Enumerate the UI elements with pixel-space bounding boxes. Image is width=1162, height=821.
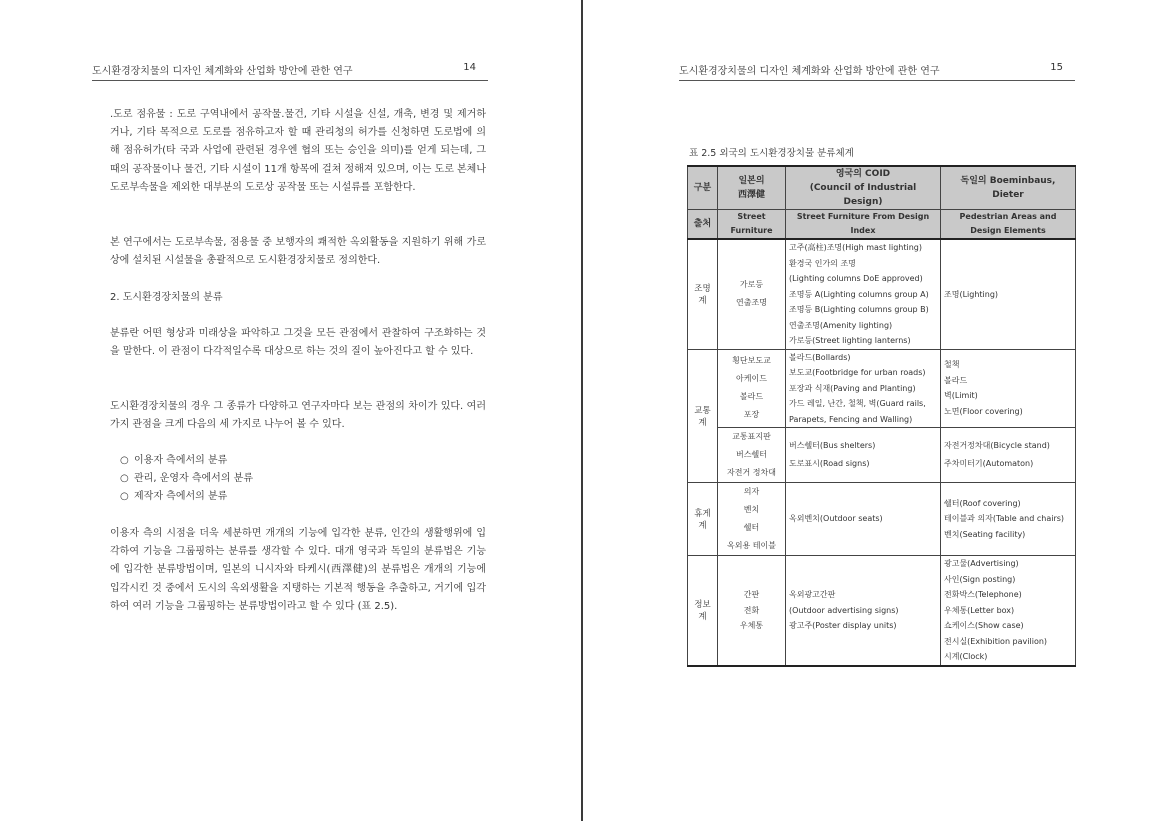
header-cell (786, 210, 941, 240)
cell-line: 교통표지판 (732, 432, 771, 441)
cell-lines (789, 350, 937, 428)
cell-lines (721, 276, 782, 312)
cell-line: 연출조명 (736, 298, 767, 308)
header-cell (941, 210, 1076, 240)
circle-bullet-icon: ○ (120, 473, 129, 485)
header-cell-text (944, 174, 1072, 202)
page-number: 15 (1050, 62, 1063, 73)
jp-cell (718, 239, 786, 349)
source-row (688, 210, 1076, 240)
cell-line: 횡단보도교 (732, 356, 771, 366)
cell-line: 광고물(Advertising) (944, 559, 1019, 568)
cell-lines (789, 240, 937, 349)
cell-line: 고주(高柱)조명(High mast lighting) (789, 243, 922, 252)
header-cell (688, 166, 718, 210)
paragraph-viewpoints (110, 398, 486, 434)
table-row-rest (688, 483, 1076, 556)
cell-line: 조명(Lighting) (944, 289, 999, 299)
cell-lines (721, 352, 782, 424)
uk-cell (786, 483, 941, 556)
list-item-text: 이용자 측에서의 분류 (134, 455, 228, 466)
header-cell (688, 210, 718, 240)
cell-line: 도로표시(Road signs) (789, 459, 870, 468)
cell-line: 보도교(Footbridge for urban roads) (789, 368, 926, 377)
category-cell: 정보계 (688, 556, 718, 666)
header-cell-text: 구분 (693, 183, 712, 193)
cell-line: 벤치(Seating facility) (944, 529, 1026, 539)
classification-table (687, 165, 1076, 667)
header-cell (718, 166, 786, 210)
cell-line: 간판 (743, 590, 760, 599)
cell-lines (944, 556, 1072, 665)
de-cell (941, 556, 1076, 666)
text-line: 西澤健 (737, 190, 765, 200)
cell-lines (721, 428, 782, 482)
list-item-text: 관리, 운영자 측에서의 분류 (134, 473, 253, 485)
jp-cell (718, 483, 786, 556)
uk-cell (786, 428, 941, 483)
paragraph-text: 분류란 어떤 형상과 미래상을 파악하고 그것을 모든 관점에서 관찰하여 구조화하는 것을 말한다. 이 관점이 다각적일수록 대상으로 하는 것의 질이 높아진다고 할 수 있다. (110, 328, 486, 358)
heading-text: 2. 도시환경장치물의 분류 (110, 292, 223, 303)
cell-line: 시계(Clock) (944, 652, 988, 661)
cell-line: 전화박스(Telephone) (944, 590, 1022, 599)
text-line: 영국의 COID (835, 169, 891, 179)
list-item (120, 452, 253, 470)
list-item (120, 488, 253, 506)
jp-cell (718, 349, 786, 428)
cell-line: 볼라드 (739, 392, 764, 402)
cell-line: 조명등 B(Lighting columns group B) (789, 305, 929, 314)
cell-line: 가드 레일, 난간, 철책, 벽(Guard rails, (789, 399, 926, 408)
header-cell-text (721, 174, 782, 202)
table-row-lighting (688, 239, 1076, 349)
cell-line: (Outdoor advertising signs) (789, 605, 899, 615)
cell-line: 철책 (944, 360, 960, 370)
header-cell-text (944, 210, 1072, 238)
uk-cell (786, 239, 941, 349)
header-cell-text (789, 210, 937, 238)
de-cell (941, 239, 1076, 349)
cell-line: Parapets, Fencing and Walling) (789, 414, 913, 424)
table-row-information (688, 556, 1076, 666)
cell-lines (789, 511, 937, 527)
header-cell (786, 166, 941, 210)
cell-line: 버스쉘터 (736, 450, 767, 459)
cell-line: 사인(Sign posting) (944, 574, 1016, 584)
cell-line: 아케이드 (736, 374, 767, 384)
cell-line: 의자 (743, 487, 760, 496)
text-line: Design Elements (970, 226, 1046, 235)
text-line: Street Furniture From Design Index (796, 212, 930, 235)
cell-line: 쉘터 (743, 523, 760, 532)
cell-line: 볼라드(Bollards) (789, 352, 851, 362)
cell-line: 연출조명(Amenity lighting) (789, 320, 893, 330)
cell-lines (944, 437, 1072, 473)
uk-cell (786, 556, 941, 666)
cell-line: 전시실(Exhibition pavilion) (944, 636, 1048, 646)
cell-lines (944, 357, 1072, 419)
de-cell (941, 349, 1076, 428)
right-page (583, 0, 1162, 821)
cell-line: 벤치 (743, 505, 760, 514)
cell-line: 쇼케이스(Show case) (944, 621, 1024, 630)
header-cell-text (789, 167, 937, 209)
cell-line: 환경국 인가의 조명 (789, 258, 856, 268)
paragraph-user-viewpoint (110, 525, 486, 616)
list-item-text: 제작자 측에서의 분류 (134, 491, 228, 503)
cell-line: 조명등 A(Lighting columns group A) (789, 289, 929, 299)
cell-lines (789, 587, 937, 634)
header-title: 도시환경장치물의 디자인 체계화와 산업화 방안에 관한 연구 (92, 66, 353, 77)
text-line: 독일의 Boeminbaus, (960, 176, 1056, 186)
header-title: 도시환경장치물의 디자인 체계화와 산업화 방안에 관한 연구 (679, 66, 940, 77)
text-line: Street (737, 212, 766, 221)
viewpoint-list (120, 452, 253, 507)
text-line: Furniture (730, 226, 773, 235)
table-caption: 표 2.5 외국의 도시환경장치물 분류체계 (689, 148, 854, 159)
cell-line: 포장 (743, 410, 760, 420)
list-item (120, 470, 253, 488)
cell-line: 우체통 (739, 621, 764, 630)
cell-line: 쉘터(Roof covering) (944, 498, 1021, 508)
paragraph-text: .도로 점유물 : 도로 구역내에서 공작물.물건, 기타 시설을 신설, 개축, 변경 및 제거하거나, 기타 목적으로 도로를 점유하고자 할 때 관리청의 허가를 신청하면 도로법에 의해 점유허가(타 국과 사업에 관련된 경우엔 협의 또는 승인을 의미)를 얻게 되는데, 그 때의 공작물이나 물건, 기타 시설이 11개 항목에 걸쳐 정해져 있으며, 이는 도로 본체나 도로부속물을 제외한 대부분의 도로상 공작물 또는 시설류를 포함한다. (110, 109, 487, 193)
category-cell: 교통계 (688, 349, 718, 483)
section-heading (110, 289, 486, 307)
running-header (679, 62, 1075, 81)
text-line: Dieter (992, 190, 1024, 200)
text-line: Pedestrian Areas and (959, 212, 1057, 221)
cell-line: 버스쉘터(Bus shelters) (789, 441, 876, 450)
header-cell-text (721, 210, 782, 238)
paragraph-text: 이용자 측의 시점을 더욱 세분하면 개개의 기능에 입각한 분류, 인간의 생활행위에 입각하여 기능을 그룹핑하는 분류를 생각할 수 있다. 대개 영국과 독일의 분류법은 기능에 입각한 분류방법이며, 일본의 니시자와 타케시(西澤健)의 분류법은 개개의 기능에 입각시킨 것 중에서 도시의 옥외생활을 지탱하는 기본적 행동을 추출하고, 거기에 입각하여 여러 기능을 그룹핑하는 분류방법이라고 할 수 있다 (표 2.5). (110, 528, 486, 612)
jp-cell (718, 428, 786, 483)
paragraph-text: 도시환경장치물의 경우 그 종류가 다양하고 연구자마다 보는 관점의 차이가 있다. 여러 가지 관점을 크게 다음의 세 가지로 나누어 볼 수 있다. (110, 401, 486, 431)
text-line: (Council of Industrial Design) (809, 183, 917, 207)
cell-lines (944, 496, 1072, 543)
cell-line: 자전거 정차대 (727, 468, 776, 477)
cell-lines (721, 483, 782, 555)
uk-cell (786, 349, 941, 428)
header-cell (941, 166, 1076, 210)
running-header (92, 62, 488, 81)
cell-line: 옥외광고간판 (789, 590, 836, 599)
cell-line: 가로등 (739, 280, 764, 290)
text-line: 일본의 (738, 176, 765, 186)
paragraph-text: 본 연구에서는 도로부속물, 점용물 중 보행자의 쾌적한 옥외활동을 지원하기 위해 가로 상에 설치된 시설물을 총괄적으로 도시환경장치물로 정의한다. (110, 237, 486, 267)
cell-line: 볼라드 (944, 375, 968, 385)
circle-bullet-icon: ○ (120, 455, 129, 466)
cell-lines (721, 587, 782, 634)
cell-line: 자전거정차대(Bicycle stand) (944, 441, 1050, 450)
cell-line: 가로등(Street lighting lanterns) (789, 336, 911, 345)
cell-line: 전화 (743, 605, 760, 615)
header-cell-text: 출처 (693, 219, 712, 229)
page-number: 14 (463, 62, 476, 73)
cell-line: 벽(Limit) (944, 391, 978, 401)
paragraph-road-occupancy (110, 106, 486, 197)
paragraph-classification (110, 325, 486, 361)
cell-line: 주차미터기(Automaton) (944, 459, 1034, 468)
cell-lines (944, 287, 1072, 303)
cell-line: 테이블과 의자(Table and chairs) (944, 514, 1065, 524)
category-cell: 휴게계 (688, 483, 718, 556)
cell-line: 우체통(Letter box) (944, 605, 1015, 615)
de-cell (941, 428, 1076, 483)
cell-line: 광고주(Poster display units) (789, 621, 897, 630)
cell-line: 포장과 식재(Paving and Planting) (789, 383, 916, 393)
header-row (688, 166, 1076, 210)
cell-line: 노면(Floor covering) (944, 406, 1023, 416)
table-row-traffic-2 (688, 428, 1076, 483)
category-cell: 조명계 (688, 239, 718, 349)
jp-cell (718, 556, 786, 666)
cell-line: 옥외벤치(Outdoor seats) (789, 514, 883, 524)
circle-bullet-icon: ○ (120, 491, 129, 503)
paragraph-definition (110, 234, 486, 270)
cell-lines (789, 437, 937, 473)
table-row-traffic (688, 349, 1076, 428)
cell-line: 옥외용 테이블 (727, 541, 776, 550)
cell-line: (Lighting columns DoE approved) (789, 274, 923, 283)
header-cell (718, 210, 786, 240)
de-cell (941, 483, 1076, 556)
